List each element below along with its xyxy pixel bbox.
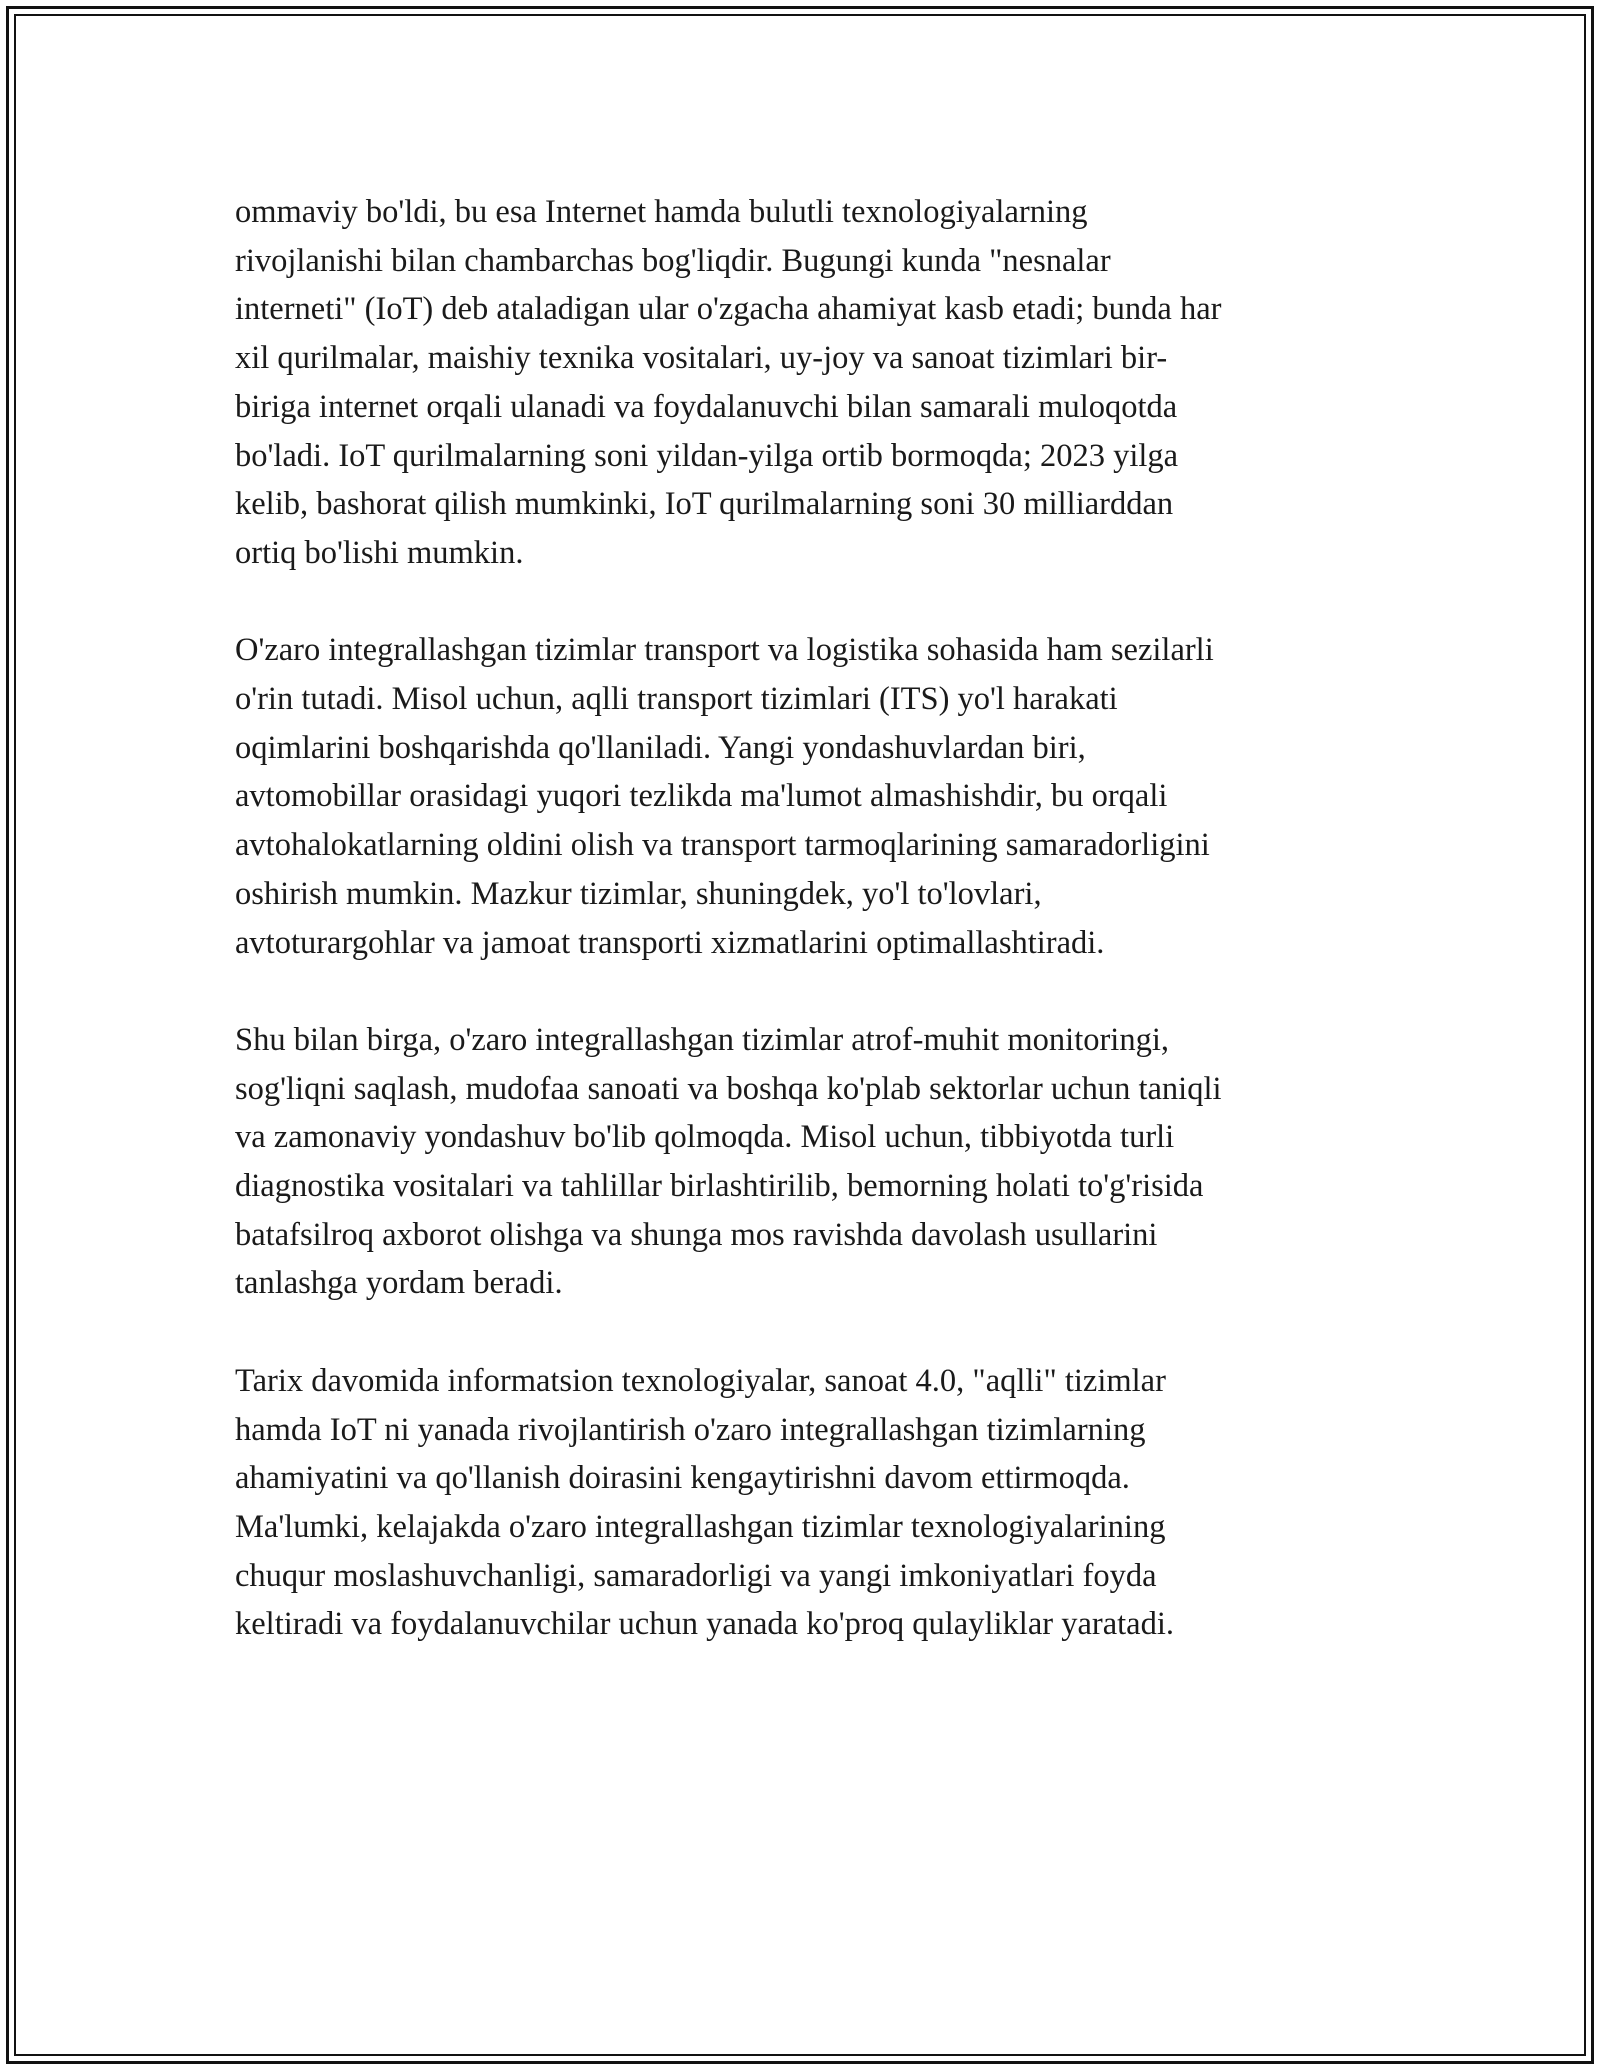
text-line: interneti" (IoT) deb ataladigan ular o'zgacha ahamiyat kasb etadi; bunda har [235, 291, 1222, 328]
text-line: batafsilroq axborot olishga va shunga mos ravishda davolash usullarini [235, 1216, 1158, 1253]
text-line: kelib, bashorat qilish mumkinki, IoT qurilmalarning soni 30 milliarddan [235, 486, 1174, 523]
text-line: keltiradi va foydalanuvchilar uchun yanada ko'proq qulayliklar yaratadi. [235, 1606, 1174, 1643]
text-line: sog'liqni saqlash, mudofaa sanoati va boshqa ko'plab sektorlar uchun taniqli [235, 1070, 1222, 1107]
text-line: Ma'lumki, kelajakda o'zaro integrallashgan tizimlar texnologiyalarining [235, 1508, 1166, 1545]
text-line: o'rin tutadi. Misol uchun, aqlli transport tizimlari (ITS) yo'l harakati [235, 681, 1118, 718]
text-line: ortiq bo'lishi mumkin. [235, 534, 524, 571]
text-line: tanlashga yordam beradi. [235, 1265, 563, 1302]
paragraph-sectors [235, 1016, 1370, 1308]
paragraph-iot [235, 188, 1370, 578]
text-line: oqimlarini boshqarishda qo'llaniladi. Yangi yondashuvlardan biri, [235, 729, 1086, 766]
text-line: oshirish mumkin. Mazkur tizimlar, shuningdek, yo'l to'lovlari, [235, 875, 1042, 912]
document-body [235, 188, 1370, 1698]
text-line: va zamonaviy yondashuv bo'lib qolmoqda. Misol uchun, tibbiyotda turli [235, 1119, 1175, 1156]
text-line: bo'ladi. IoT qurilmalarning soni yildan-yilga ortib bormoqda; 2023 yilga [235, 437, 1179, 474]
text-line: biriga internet orqali ulanadi va foydalanuvchi bilan samarali muloqotda [235, 388, 1178, 425]
text-line: Shu bilan birga, o'zaro integrallashgan tizimlar atrof-muhit monitoringi, [235, 1021, 1169, 1058]
text-line: xil qurilmalar, maishiy texnika vositalari, uy-joy va sanoat tizimlari bir- [235, 340, 1168, 377]
text-line: avtomobillar orasidagi yuqori tezlikda ma'lumot almashishdir, bu orqali [235, 778, 1168, 815]
text-line: Tarix davomida informatsion texnologiyalar, sanoat 4.0, "aqlli" tizimlar [235, 1362, 1166, 1399]
text-line: avtohalokatlarning oldini olish va transport tarmoqlarining samaradorligini [235, 827, 1210, 864]
paragraph-history [235, 1357, 1370, 1649]
text-line: hamda IoT ni yanada rivojlantirish o'zaro integrallashgan tizimlarning [235, 1411, 1146, 1448]
text-line: ommaviy bo'ldi, bu esa Internet hamda bulutli texnologiyalarning [235, 194, 1088, 230]
text-line: O'zaro integrallashgan tizimlar transport va logistika sohasida ham sezilarli [235, 632, 1214, 669]
paragraph-transport [235, 626, 1370, 967]
text-line: rivojlanishi bilan chambarchas bog'liqdir. Bugungi kunda "nesnalar [235, 242, 1111, 279]
text-line: diagnostika vositalari va tahlillar birlashtirilib, bemorning holati to'g'risida [235, 1168, 1204, 1205]
text-line: avtoturargohlar va jamoat transporti xizmatlarini optimallashtiradi. [235, 924, 1105, 961]
text-line: chuqur moslashuvchanligi, samaradorligi va yangi imkoniyatlari foyda [235, 1557, 1157, 1594]
text-line: ahamiyatini va qo'llanish doirasini kengaytirishni davom ettirmoqda. [235, 1460, 1130, 1497]
